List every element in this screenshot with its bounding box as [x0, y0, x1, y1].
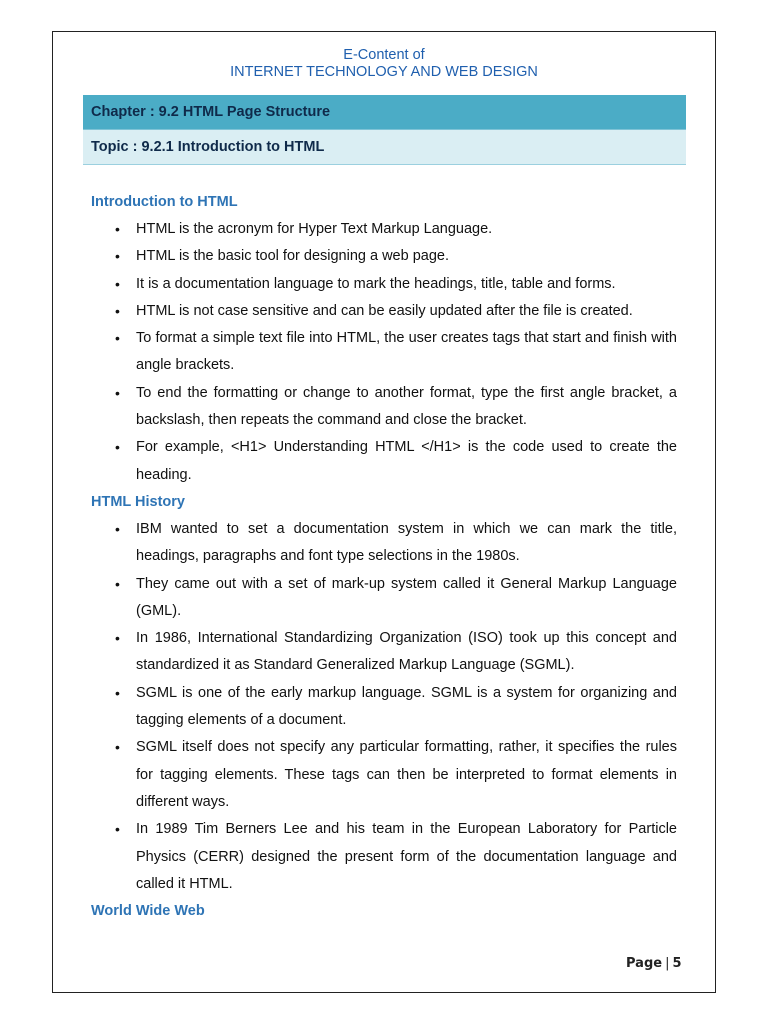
section-heading-www: World Wide Web [91, 903, 205, 920]
chapter-bar: Chapter : 9.2 HTML Page Structure [83, 95, 686, 130]
bullet-icon: • [115, 384, 120, 401]
list-item: • SGML itself does not specify any particular formatting, rather, it specifies the rules for tagging elements. These tags can then be interpreted to format elements in different ways. [91, 734, 677, 816]
bullet-icon: • [115, 302, 120, 319]
page-number-footer [626, 956, 682, 971]
list-item: • To end the formatting or change to another format, type the first angle bracket, a backslash, then repeats the command and close the bracket. [91, 380, 677, 435]
list-item: • To format a simple text file into HTML, the user creates tags that start and finish with angle brackets. [91, 325, 677, 380]
bullet-icon: • [115, 248, 120, 265]
bullet-icon: • [115, 575, 120, 592]
bullet-icon: • [115, 520, 120, 537]
section-heading-history: HTML History [91, 493, 185, 510]
list-item: • It is a documentation language to mark the headings, title, table and forms. [91, 271, 677, 298]
bullet-icon: • [115, 330, 120, 347]
section-heading-intro: Introduction to HTML [91, 194, 238, 210]
bullet-icon: • [115, 275, 120, 292]
header-line-1: E-Content of [343, 47, 425, 63]
list-item: • IBM wanted to set a documentation system in which we can mark the title, headings, paragraphs and font type selections in the 1980s. [91, 516, 677, 571]
page-label: Page [626, 956, 663, 971]
page-separator: | [665, 956, 670, 971]
bullet-icon: • [115, 684, 120, 701]
list-item: • HTML is the acronym for Hyper Text Markup Language. [91, 216, 677, 243]
list-item: • HTML is the basic tool for designing a web page. [91, 243, 677, 270]
list-item: • In 1989 Tim Berners Lee and his team in the European Laboratory for Particle Physics (CERR) designed the present form of the documentation language and called it HTML. [91, 816, 677, 898]
page-number: 5 [672, 956, 682, 971]
bullet-icon: • [115, 221, 120, 237]
bullet-icon: • [115, 821, 120, 838]
list-item: • They came out with a set of mark-up system called it General Markup Language (GML). [91, 571, 677, 626]
list-item: • HTML is not case sensitive and can be easily updated after the file is created. [91, 298, 677, 325]
history-bullet-list [91, 516, 677, 898]
bullet-icon: • [115, 439, 120, 456]
bullet-icon: • [115, 630, 120, 647]
intro-bullet-list [91, 216, 677, 489]
list-item: • SGML is one of the early markup language. SGML is a system for organizing and tagging elements of a document. [91, 680, 677, 735]
document-header [52, 47, 716, 81]
topic-bar: Topic : 9.2.1 Introduction to HTML [83, 130, 686, 165]
bullet-icon: • [115, 739, 120, 756]
header-line-2: INTERNET TECHNOLOGY AND WEB DESIGN [230, 64, 538, 80]
document-body [91, 189, 677, 925]
list-item: • For example, <H1> Understanding HTML </H1> is the code used to create the heading. [91, 434, 677, 489]
list-item: • In 1986, International Standardizing Organization (ISO) took up this concept and standardized it as Standard Generalized Markup Language (SGML). [91, 625, 677, 680]
